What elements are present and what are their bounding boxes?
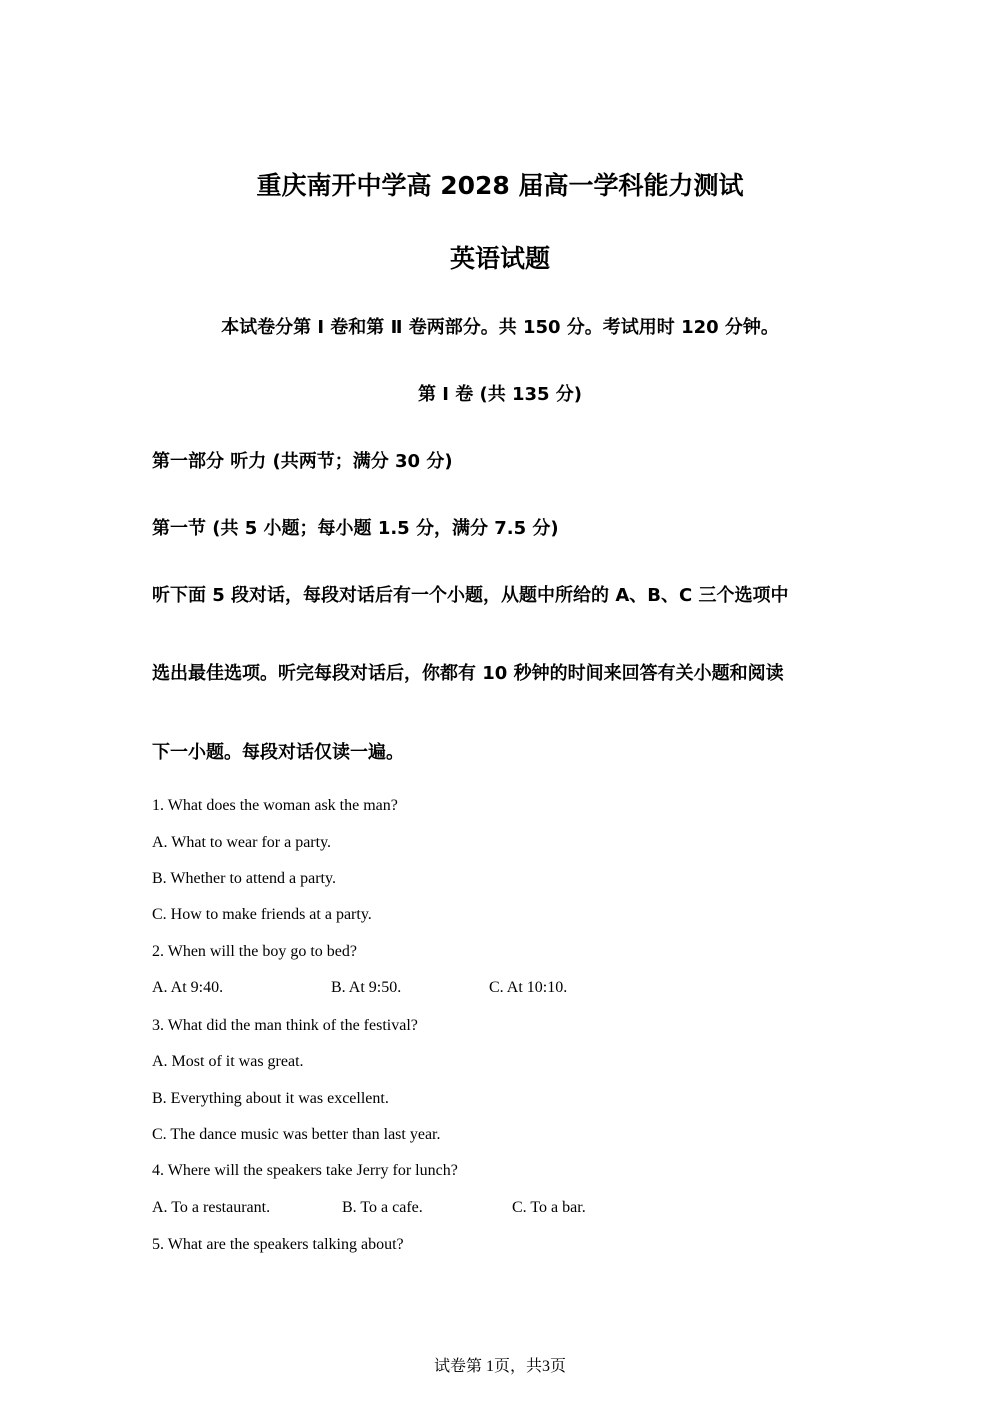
answer-option: A. At 9:40. — [152, 979, 224, 996]
answer-option: A. What to wear for a party. — [152, 834, 332, 851]
answer-option: B. To a cafe. — [342, 1199, 423, 1216]
answer-options-row — [152, 977, 852, 999]
question-stem: 1. What does the woman ask the man? — [152, 797, 398, 814]
question-stem: 3. What did the man think of the festival? — [152, 1017, 418, 1034]
answer-option: C. How to make friends at a party. — [152, 906, 372, 923]
page-footer: 试卷第 1页，共3页 — [433, 1358, 566, 1375]
answer-option: C. At 10:10. — [489, 979, 568, 996]
answer-option: C. The dance music was better than last year. — [152, 1126, 441, 1143]
question-stem: 2. When will the boy go to bed? — [152, 943, 357, 960]
answer-option: C. To a bar. — [512, 1199, 586, 1216]
instructions-line: 下一小题。每段对话仅读一遍。 — [152, 742, 404, 763]
part-heading: 第一部分 听力 (共两节；满分 30 分) — [152, 451, 453, 472]
question-stem: 4. Where will the speakers take Jerry for lunch? — [152, 1162, 458, 1179]
subsection-heading: 第一节 (共 5 小题；每小题 1.5 分，满分 7.5 分) — [152, 518, 559, 539]
exam-title: 重庆南开中学高 2028 届高一学科能力测试 — [256, 171, 744, 200]
exam-intro: 本试卷分第 Ⅰ 卷和第 Ⅱ 卷两部分。共 150 分。考试用时 120 分钟。 — [221, 317, 779, 338]
volume-heading: 第 Ⅰ 卷 (共 135 分) — [417, 384, 583, 405]
answer-option: B. Everything about it was excellent. — [152, 1090, 389, 1107]
answer-options-row — [152, 1197, 852, 1219]
answer-option: A. Most of it was great. — [152, 1053, 304, 1070]
question-stem: 5. What are the speakers talking about? — [152, 1236, 404, 1253]
instructions-line: 听下面 5 段对话，每段对话后有一个小题，从题中所给的 A、B、C 三个选项中 — [152, 585, 789, 606]
answer-option: B. At 9:50. — [331, 979, 402, 996]
answer-option: A. To a restaurant. — [152, 1199, 271, 1216]
exam-subtitle: 英语试题 — [449, 244, 550, 273]
instructions-line: 选出最佳选项。听完每段对话后，你都有 10 秒钟的时间来回答有关小题和阅读 — [152, 663, 784, 684]
answer-option: B. Whether to attend a party. — [152, 870, 336, 887]
